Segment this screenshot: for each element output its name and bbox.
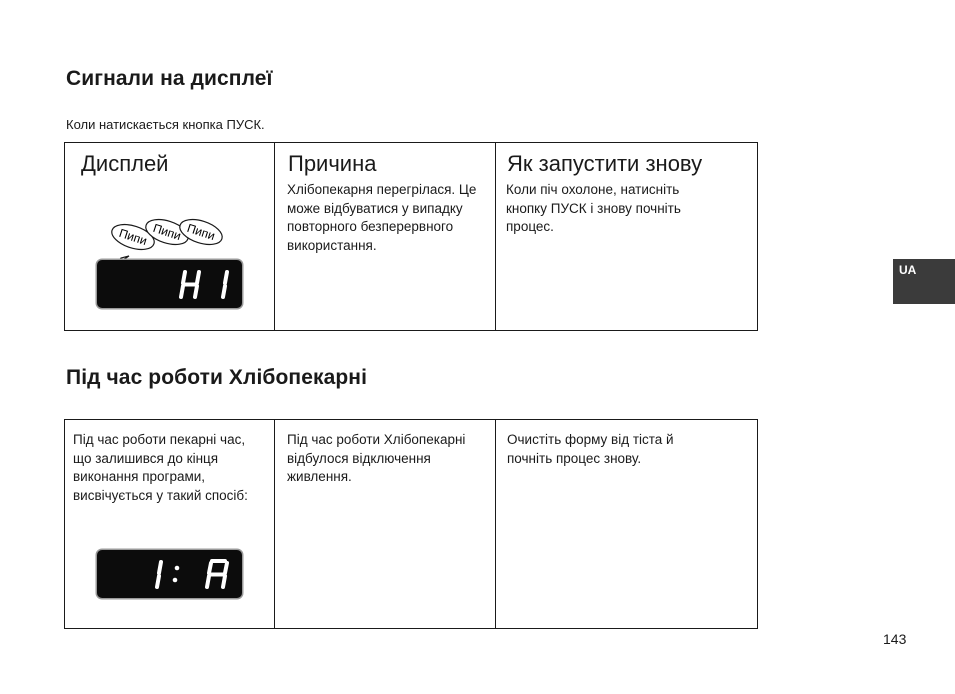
cause-column <box>274 143 495 330</box>
section-title-signals: Сигнали на дисплеї <box>66 67 273 90</box>
operation-remedy-column <box>495 420 757 628</box>
cause-text-2: Під час роботи Хлібопекарні відбулося відключення живлення. <box>287 432 466 484</box>
header-remedy: Як запустити знову <box>507 151 703 176</box>
signals-table <box>64 142 758 331</box>
remedy-text-2: Очистіть форму від тіста й почніть процес знову. <box>507 432 674 466</box>
bubble-text-3: Пипи <box>185 220 217 244</box>
bubble-text-1: Пипи <box>117 225 149 249</box>
remedy-column <box>495 143 757 330</box>
operation-display-column <box>65 420 274 628</box>
header-display: Дисплей <box>81 151 169 176</box>
operation-table <box>64 419 758 629</box>
display-1a <box>97 550 242 598</box>
remedy-text-1: Коли піч охолоне, натисніть кнопку ПУСК і знову почніть процес. <box>506 182 681 234</box>
page-number: 143 <box>883 631 907 647</box>
display-description: Під час роботи пекарні час, що залишився до кінця виконання програми, висвічується у такий спосіб: <box>73 432 248 503</box>
language-tab <box>893 259 955 304</box>
section-title-operation: Під час роботи Хлібопекарні <box>66 366 368 389</box>
bubble-text-2: Пипи <box>151 220 183 244</box>
operation-cause-column <box>274 420 495 628</box>
cause-text-1: Хлібопекарня перегрілася. Це може відбуватися у випадку повторного безперервного використання. <box>287 182 477 253</box>
header-cause: Причина <box>288 151 377 176</box>
display-h1 <box>97 260 242 308</box>
display-h1-segments <box>97 260 242 308</box>
display-column <box>65 143 274 330</box>
language-tab-label: UA <box>899 263 917 277</box>
intro-text: Коли натискається кнопка ПУСК. <box>66 117 265 132</box>
display-1a-segments <box>97 550 242 598</box>
